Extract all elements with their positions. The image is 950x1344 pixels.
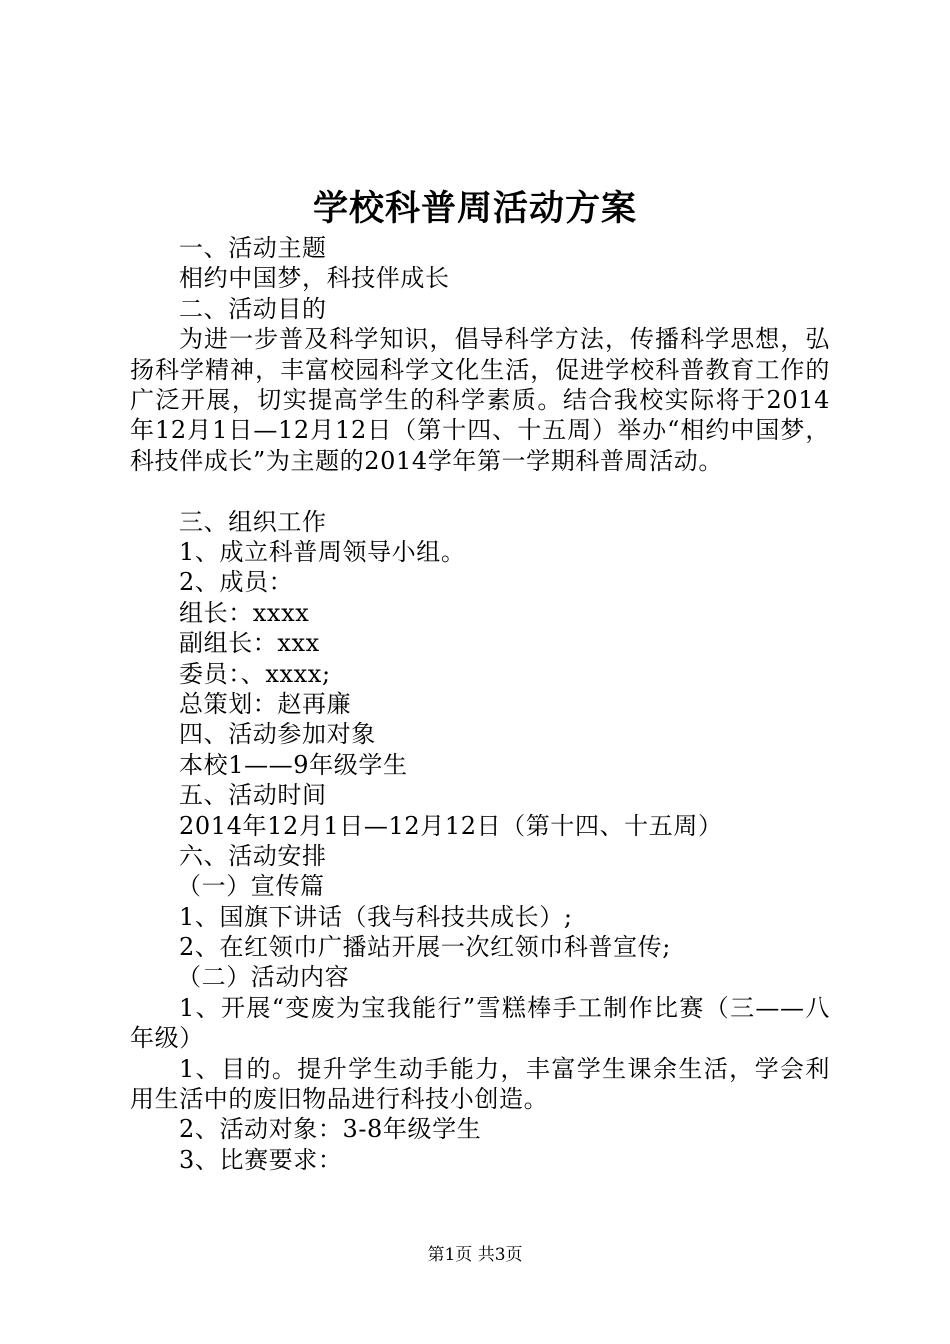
- organization-item-1: 1、成立科普周领导小组。: [179, 537, 466, 566]
- publicity-item-2: 2、在红领巾广播站开展一次红领巾科普宣传;: [179, 933, 671, 962]
- subsection-activities: （二）活动内容: [177, 963, 350, 992]
- page-footer: 第1页 共3页: [427, 1245, 523, 1265]
- section-heading-purpose: 二、活动目的: [179, 294, 327, 323]
- activity-purpose: 1、目的。提升学生动手能力，丰富学生课余生活，学会利用生活中的废旧物品进行科技小创造。: [130, 1054, 830, 1114]
- section-heading-participants: 四、活动参加对象: [179, 720, 376, 749]
- deputy-leader-line: 副组长：xxx: [179, 629, 320, 658]
- section-heading-organization: 三、组织工作: [179, 507, 327, 536]
- leader-line: 组长：xxxx: [179, 598, 310, 627]
- section-heading-schedule: 六、活动安排: [179, 841, 327, 870]
- page-title: 学校科普周活动方案: [312, 188, 637, 229]
- section-heading-time: 五、活动时间: [179, 781, 327, 810]
- purpose-paragraph: 为进一步普及科学知识，倡导科学方法，传播科学思想，弘扬科学精神，丰富校园科学文化生活，促进学校科普教育工作的广泛开展，切实提高学生的科学素质。结合我校实际将于2014年12月1日—12月12日（第十四、十五周）举办“相约中国梦，科技伴成长”为主题的2014学年第一学期科普周活动。: [130, 325, 830, 475]
- section-heading-theme: 一、活动主题: [179, 234, 327, 262]
- organization-item-2: 2、成员：: [179, 568, 294, 597]
- members-line: 委员：、xxxx;: [179, 659, 331, 688]
- blank-line: [130, 476, 830, 506]
- activity-item-1: 1、开展“变废为宝我能行”雪糕棒手工制作比赛（三——八年级）: [130, 993, 830, 1053]
- participants-text: 本校1——9年级学生: [179, 750, 408, 779]
- planner-line: 总策划：赵再廉: [179, 689, 352, 718]
- document-body: [130, 233, 830, 1175]
- subsection-publicity: （一）宣传篇: [177, 872, 325, 901]
- publicity-item-1: 1、国旗下讲话（我与科技共成长）;: [179, 902, 573, 931]
- time-text: 2014年12月1日—12月12日（第十四、十五周）: [179, 811, 723, 840]
- activity-target: 2、活动对象：3-8年级学生: [179, 1115, 482, 1144]
- theme-text: 相约中国梦，科技伴成长: [179, 264, 450, 293]
- activity-requirements: 3、比赛要求：: [179, 1145, 343, 1174]
